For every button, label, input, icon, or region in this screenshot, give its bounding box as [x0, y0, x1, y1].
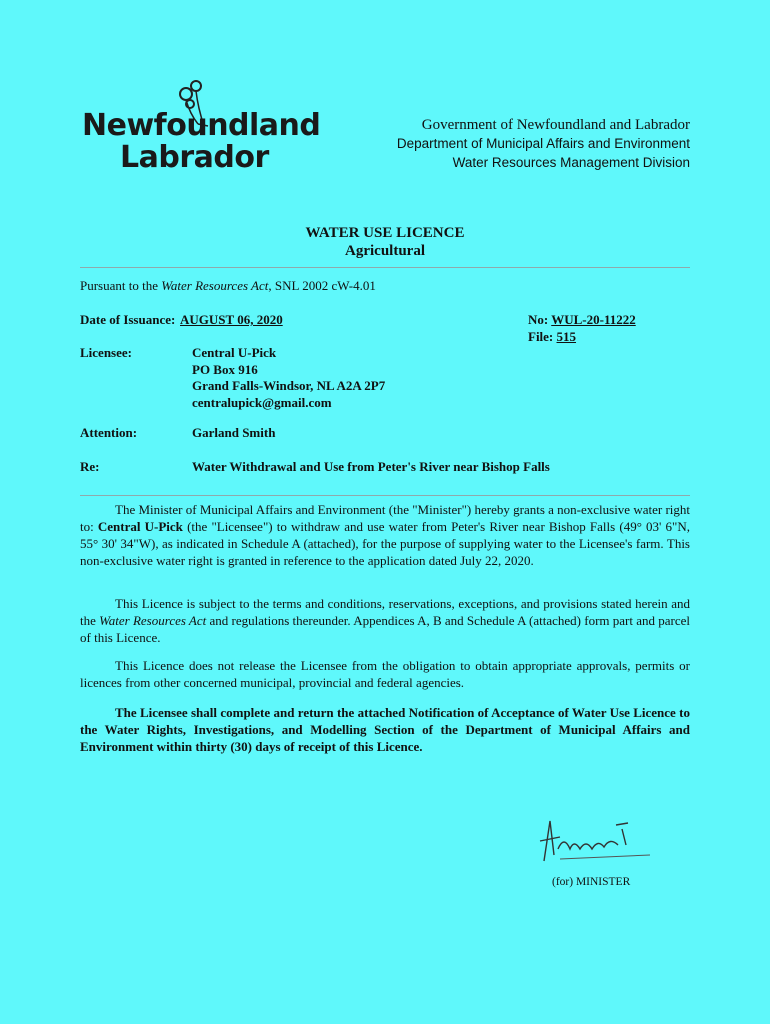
- file-label: File:: [528, 328, 554, 344]
- pursuant-prefix: Pursuant to the: [80, 278, 162, 293]
- licence-no-value: WUL-20-11222: [551, 312, 636, 327]
- file-value: 515: [556, 328, 577, 344]
- issuance-label: Date of Issuance:: [80, 312, 176, 327]
- grant-text-c: (the "Licensee") to withdraw and use water from Peter's River near Bishop Falls (49° 03' 6"N, 55° 30' 34"W), as indicated in Schedule A (attached), for the purpose of supplying water to the Licensee's farm. This non-exclusive water right is granted in reference to the application dated July 22, 2020.: [80, 519, 690, 568]
- terms-text-a: This Licence is subject to the terms and conditions, reservations, exceptions, and provisions stated herein and the: [80, 596, 690, 628]
- government-name: Government of Newfoundland and Labrador: [421, 117, 690, 133]
- grant-licensee-name: Central U-Pick: [97, 519, 183, 534]
- re-value: Water Withdrawal and Use from Peter's River near Bishop Falls: [192, 459, 550, 474]
- attention-value: Garland Smith: [192, 425, 276, 440]
- division-name: Water Resources Management Division: [452, 155, 690, 170]
- approvals-paragraph: This Licence does not release the Licensee from the obligation to obtain appropriate approvals, permits or licences from other concerned municipal, provincial and federal agencies.: [80, 658, 690, 690]
- minister-signature: [530, 815, 660, 865]
- re-label: Re:: [80, 459, 100, 474]
- licensee-address: [192, 345, 385, 411]
- terms-text-c: and regulations thereunder. Appendices A, B and Schedule A (attached) form part and parcel of this Licence.: [80, 613, 690, 645]
- licence-title: [0, 224, 770, 260]
- acceptance-paragraph: The Licensee shall complete and return the attached Notification of Acceptance of Water Use Licence to the Water Rights, Investigations, and Modelling Section of the Department of Municipal Affairs and Environment within thirty (30) days of receipt of this Licence.: [80, 705, 690, 754]
- licence-title-type: Agricultural: [345, 243, 425, 259]
- logo-word-newfoundland: Newfoundland: [82, 108, 321, 143]
- issuance-date: AUGUST 06, 2020: [180, 312, 283, 327]
- licensee-name: Central U-Pick: [192, 345, 277, 360]
- licensee-po-box: PO Box 916: [192, 361, 258, 377]
- grant-text-a: The Minister of Municipal Affairs and Environment (the "Minister") hereby grants a non-exclusive water right to:: [80, 502, 690, 534]
- licensee-label: Licensee:: [80, 345, 132, 360]
- pursuant-line: [80, 277, 376, 294]
- logo-word-labrador: Labrador: [120, 140, 269, 175]
- licence-no-label: No:: [528, 312, 549, 327]
- department-name: Department of Municipal Affairs and Environment: [396, 136, 690, 151]
- licensee-email: centralupick@gmail.com: [192, 394, 332, 410]
- licensee-city: Grand Falls-Windsor, NL A2A 2P7: [192, 378, 386, 393]
- terms-paragraph: [80, 595, 690, 646]
- header-divider: [80, 267, 690, 268]
- signature-label: (for) MINISTER: [552, 876, 631, 888]
- government-header: [397, 116, 690, 172]
- grant-paragraph: [80, 501, 690, 569]
- nl-logo: [82, 74, 321, 175]
- terms-act: Water Resources Act: [99, 613, 207, 628]
- pursuant-act: Water Resources Act: [161, 278, 269, 293]
- subject-divider: [80, 495, 690, 496]
- licence-numbers: [528, 312, 636, 345]
- licence-title-main: WATER USE LICENCE: [305, 225, 465, 241]
- pursuant-suffix: , SNL 2002 cW-4.01: [268, 278, 376, 293]
- attention-label: Attention:: [80, 425, 138, 440]
